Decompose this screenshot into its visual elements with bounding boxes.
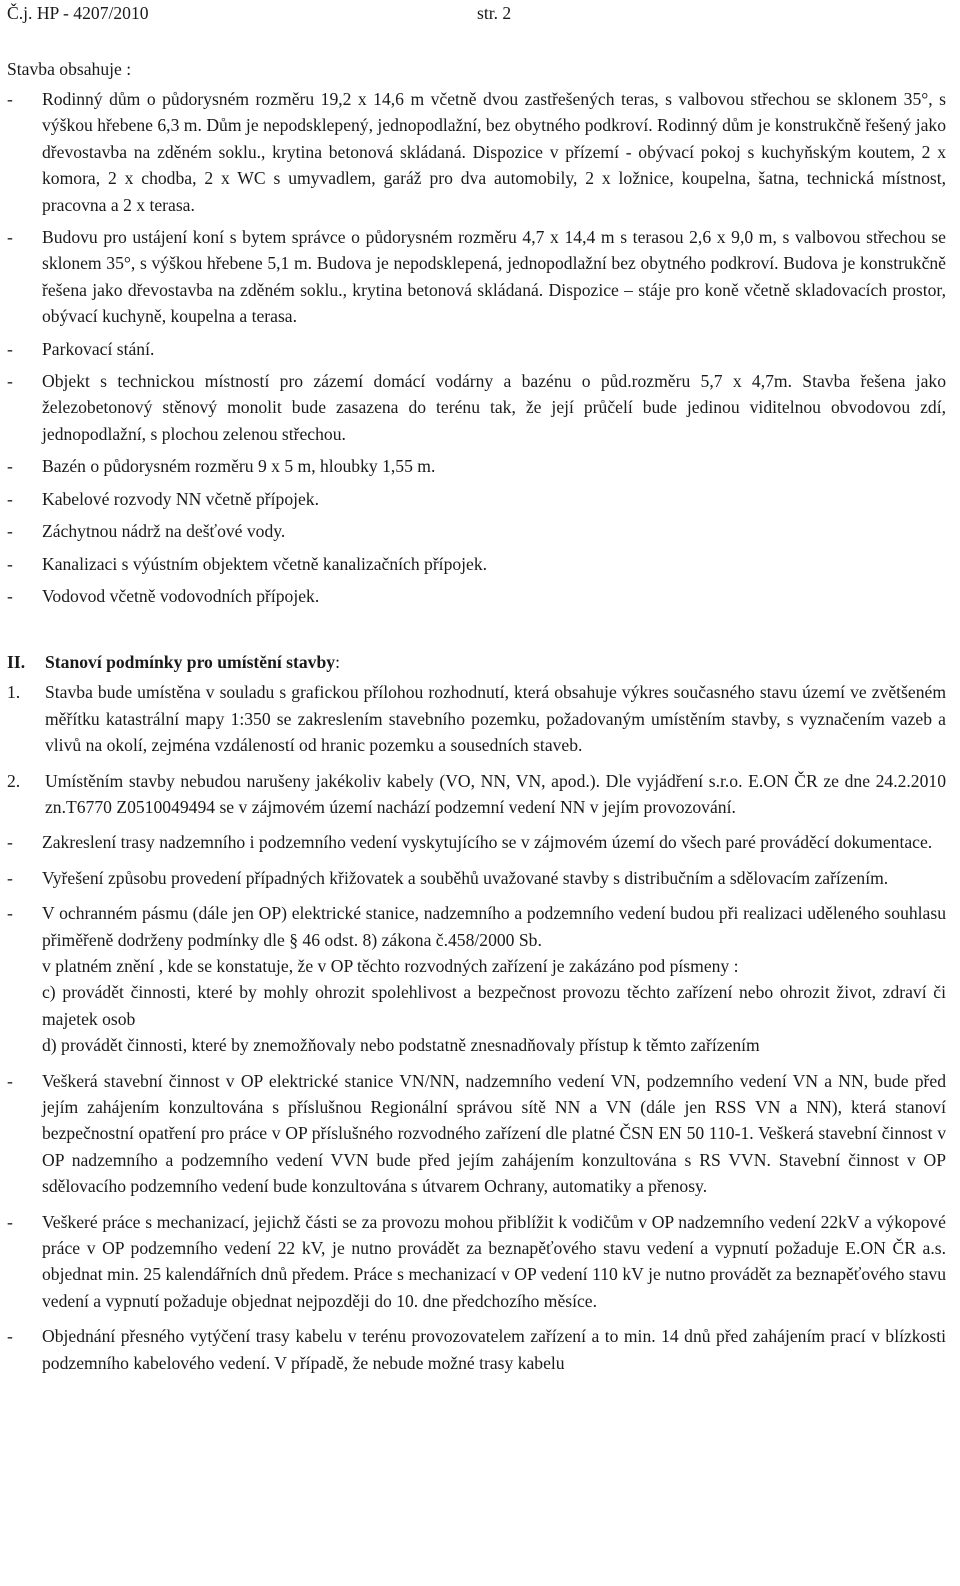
list-item [7,829,946,855]
condition-text: Stavba bude umístěna v souladu s grafickou přílohou rozhodnutí, která obsahuje výkres současného stavu území ve zvětšeném měřítku katastrální mapy 1:350 se zakreslením stavebního pozemku, požadovaným umístěním stavby, s vyznačením vazeb a vlivů na okolí, zejména vzdáleností od hranic pozemku a sousedních staveb. [45,682,946,756]
section-number: II. [7,652,26,673]
list-marker: - [7,867,13,888]
list-item-text: Objekt s technickou místností pro zázemí domácí vodárny a bazénu o půd.rozměru 5,7 x 4,7m. Stavba řešena jako železobetonový stěnový monolit bude zasazena do terénu tak, že její průčelí bude jedinou viditelnou obvodovou zdí, jednopodlažní, s plochou zelenou střechou. [42,371,946,444]
list-item-text: Bazén o půdorysném rozměru 9 x 5 m, hloubky 1,55 m. [42,456,436,477]
list-item-line: v platném znění , kde se konstatuje, že v OP těchto rozvodných zařízení je zakázáno pod písmeny : [42,955,739,976]
list-item [7,583,946,609]
list-marker: - [7,227,13,248]
list-marker: - [7,338,13,359]
list-marker: - [7,832,13,853]
subpoint-d: d) provádět činnosti, které by znemožňovaly nebo podstatně znesnadňovaly přístup k těmto zařízením [42,1035,760,1056]
list-item-text: Veškerá stavební činnost v OP elektrické stanice VN/NN, nadzemního vedení VN, podzemního vedení VN a NN, bude před jejím zahájením konzultována s příslušnou Regionální správou sítě NN a VN (dále jen RSS VN a NN), která stanoví bezpečnostní opatření pro práce v OP příslušného rozvodného zařízení dle platné ČSN EN 50 110-1. Veškerá stavební činnost v OP nadzemního a podzemního vedení VVN bude před jejím zahájením konzultována s RS VVN. Stavební činnost v OP sdělovacího podzemního vedení bude konzultována s útvarem Ochrany, automatiky a přenosy. [42,1070,946,1197]
condition-number: 2. [7,770,21,791]
list-item [7,518,946,544]
list-item [7,453,946,479]
conditions-list [7,679,946,820]
list-item [7,865,946,891]
list-item [7,551,946,577]
list-item [7,368,946,447]
page-number: str. 2 [477,3,512,23]
list-item-text: Rodinný dům o půdorysném rozměru 19,2 x 14,6 m včetně dvou zastřešených teras, s valbovou střechou se sklonem 35°, s výškou hřebene 6,3 m. Dům je nepodsklepený, jednopodlažní, bez obytného podkroví. Rodinný dům je konstrukčně řešený jako dřevostavba na zděném soklu., krytina betonová skládaná. Dispozice v přízemí - obývací pokoj s kuchyňským koutem, 2 x komora, 2 x chodba, 2 x WC s umyvadlem, garáž pro dva automobily, 2 x ložnice, koupelna, šatna, technická místnost, pracovna a 2 x terasa. [42,89,946,215]
list-item [7,1323,946,1376]
list-item [7,1068,946,1200]
list-marker: - [7,1326,13,1347]
condition-number: 1. [7,682,21,703]
section-title: Stavba obsahuje : [7,59,132,79]
list-item-text: Zakreslení trasy nadzemního i podzemního vedení vyskytujícího se v zájmovém území do všech paré prováděcí dokumentace. [42,832,933,853]
list-item-text: Vyřešení způsobu provedení případných křižovatek a souběhů uvažované stavby s distribučním a sdělovacím zařízením. [42,867,889,888]
list-item-text: Kabelové rozvody NN včetně přípojek. [42,488,320,509]
list-item-text: Budovu pro ustájení koní s bytem správce o půdorysném rozměru 4,7 x 14,4 m s terasou 2,6 x 9,0 m, s valbovou střechou se sklonem 35°, s výškou hřebene 5,1 m. Budova je nepodsklepená, jednopodlažní bez obytného podkroví. Budova je konstrukčně řešena jako dřevostavba na zděném soklu., krytina betonová skládaná. Dispozice – stáje pro koně včetně skladovacích prostor, obývací kuchyně, koupelna a terasa. [42,227,946,327]
list-marker: - [7,89,13,109]
subpoint-c: c) provádět činnosti, které by mohly ohrozit spolehlivost a bezpečnost provozu těchto zařízení nebo ohrozit život, zdraví či majetek osob [42,982,946,1029]
list-item-text: Parkovací stání. [42,338,155,359]
list-item [7,336,946,362]
page-header [7,0,946,30]
list-marker: - [7,1211,13,1232]
list-item-text [42,900,946,1058]
condition-item [7,679,946,758]
list-marker: - [7,585,13,606]
building-list [7,86,946,609]
list-item [7,1209,946,1315]
list-marker: - [7,371,13,392]
list-item-text: Vodovod včetně vodovodních přípojek. [42,585,320,606]
list-marker: - [7,488,13,509]
section-heading [45,649,340,679]
list-item-text: Veškeré práce s mechanizací, jejichž části se za provozu mohou přiblížit k vodičům v OP nadzemního vedení 22kV a výkopové práce v OP podzemního vedení 22 kV, je nutno provádět za beznapěťového stavu vedení a vypnutí požaduje E.ON ČR a.s. objednat min. 25 kalendářních dnů předem. Práce s mechanizací v OP vedení 110 kV je nutno provádět za beznapěťového stavu vedení a vypnutí požaduje objednat nejpozději do 10. dne předchozího měsíce. [42,1211,946,1311]
list-item-text: Objednání přesného vytýčení trasy kabelu v terénu provozovatelem zařízení a to min. 14 dnů před zahájením prací v blízkosti podzemního kabelového vedení. V případě, že nebude možné trasy kabelu [42,1326,946,1373]
reference-number: Č.j. HP - 4207/2010 [7,3,149,23]
list-item-text: Záchytnou nádrž na dešťové vody. [42,521,286,542]
eon-conditions-list [7,829,946,1376]
section-heading-colon: : [335,652,340,673]
list-item-line: V ochranném pásmu (dále jen OP) elektrické stanice, nadzemního a podzemního vedení budou při realizaci uděleného souhlasu přiměřeně dodrženy podmínky dle § 46 odst. 8) zákona č.458/2000 Sb. [42,903,946,950]
list-marker: - [7,521,13,542]
section-heading-text: Stanoví podmínky pro umístění stavby [45,652,336,673]
condition-item [7,768,946,821]
list-item [7,224,946,330]
list-marker: - [7,553,13,574]
list-item [7,900,946,1058]
list-marker: - [7,456,13,477]
section-ii-heading [7,649,946,679]
list-marker: - [7,903,13,924]
list-marker: - [7,1070,13,1091]
list-item [7,86,946,218]
list-item-text: Kanalizaci s výústním objektem včetně kanalizačních přípojek. [42,553,488,574]
list-item [7,486,946,512]
condition-text: Umístěním stavby nebudou narušeny jakékoliv kabely (VO, NN, VN, apod.). Dle vyjádření s.r.o. E.ON ČR ze dne 24.2.2010 zn.T6770 Z0510049494 se v zájmovém území nachází podzemní vedení NN v jejím provozování. [45,770,946,817]
